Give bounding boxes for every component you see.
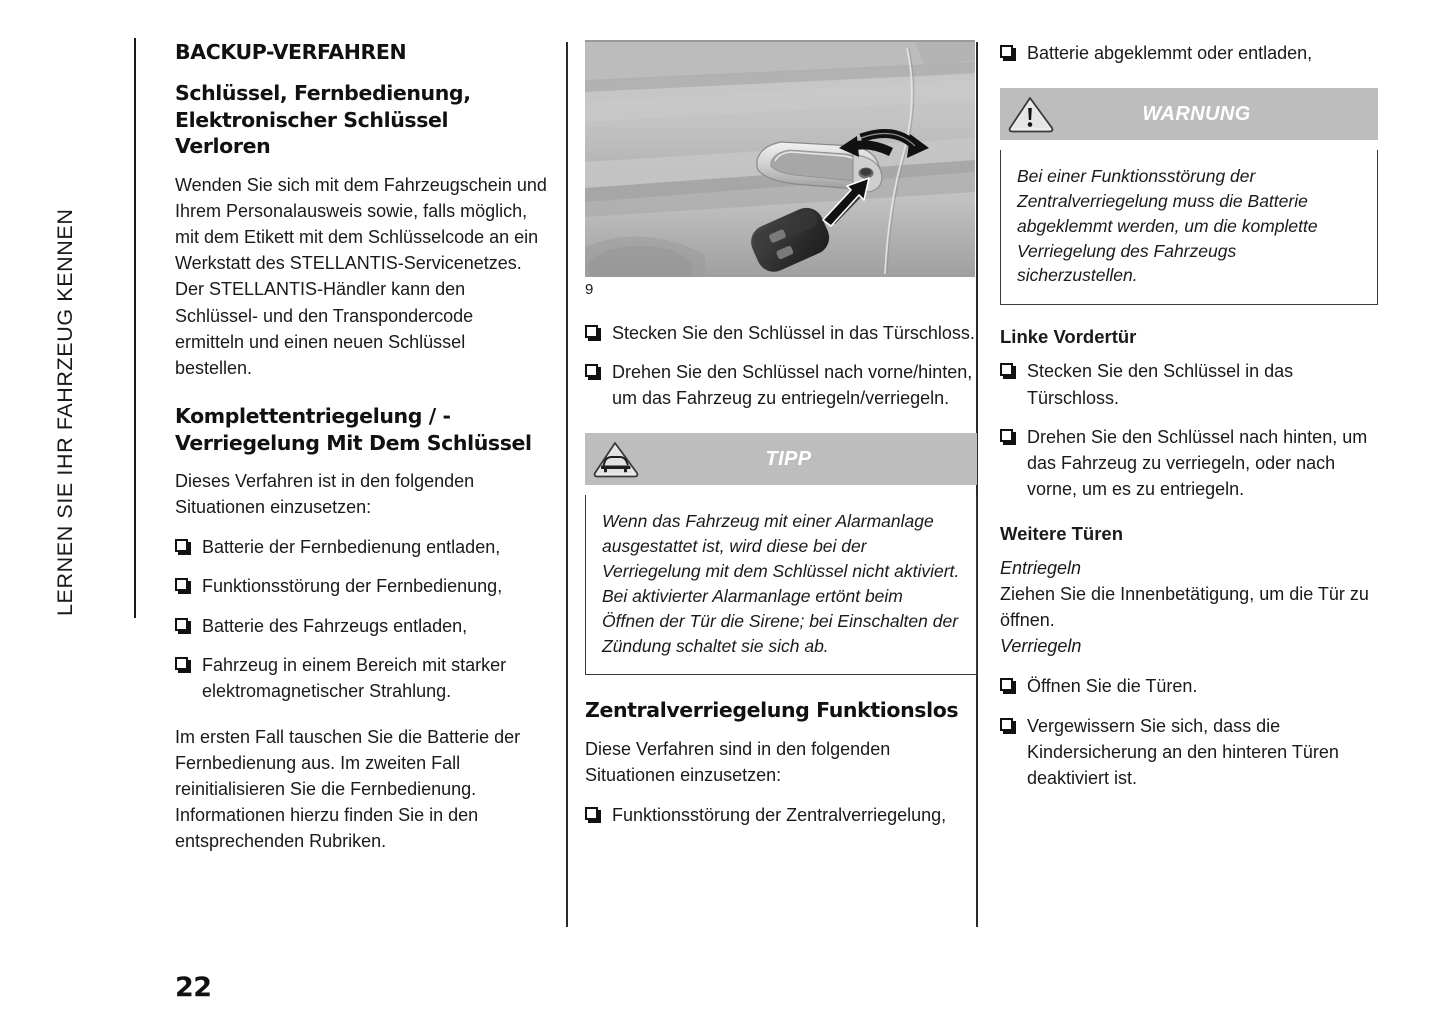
page-title: BACKUP-VERFAHREN (175, 40, 407, 64)
warning-callout (1000, 88, 1378, 305)
square-bullet-icon (175, 539, 188, 552)
list-item (585, 802, 977, 828)
car-in-triangle-icon (590, 437, 642, 481)
list-item (1000, 40, 1378, 66)
list-left-front-door-steps (1000, 358, 1378, 501)
paragraph-situations-intro: Dieses Verfahren ist in den folgenden Situationen einzusetzen: (175, 471, 475, 518)
heading-full-unlock: Komplettentriegelung / -Verriegelung Mit Dem Schlüssel (175, 403, 532, 455)
chapter-label: LERNEN SIE IHR FAHRZEUG KENNEN (53, 208, 77, 616)
column-divider-left (566, 42, 568, 927)
square-bullet-icon (1000, 45, 1013, 58)
list-situations (175, 534, 547, 703)
figure-key-in-door-lock (585, 40, 977, 298)
list-item-label: Stecken Sie den Schlüssel in das Türschloss. (612, 323, 975, 343)
list-key-steps (585, 320, 977, 411)
list-item (585, 320, 977, 346)
tip-line: Bei aktivierter Alarmanlage ertönt beim Öffnen der Tür die Sirene; bei Einschalten der Zündung schaltet sie sich ab. (602, 585, 959, 656)
tip-callout-body (585, 495, 977, 675)
list-item (1000, 673, 1378, 699)
list-item-label: Vergewissern Sie sich, dass die Kindersicherung an den hinteren Türen deaktiviert ist. (1027, 715, 1339, 788)
list-item-label: Batterie des Fahrzeugs entladen, (202, 615, 468, 636)
square-bullet-icon (585, 325, 598, 338)
list-item-label: Öffnen Sie die Türen. (1027, 676, 1198, 697)
list-item (1000, 358, 1378, 410)
warning-line: Bei einer Funktionsstörung der Zentralverriegelung muss die Batterie abgeklemmt werden, um die komplette Verriegelung des Fahrzeugs sicherzustellen. (1017, 166, 1318, 286)
square-bullet-icon (1000, 718, 1013, 731)
square-bullet-icon (1000, 363, 1013, 376)
square-bullet-icon (585, 364, 598, 377)
middle-column (585, 40, 977, 842)
list-lock-steps (1000, 673, 1378, 790)
left-column (175, 40, 547, 868)
list-item (175, 652, 547, 704)
list-item (175, 534, 547, 560)
tip-callout-header (585, 433, 977, 485)
warning-callout-body (1000, 150, 1378, 305)
label-unlock: Entriegeln (1000, 558, 1082, 579)
list-item-label: Stecken Sie den Schlüssel in das Türschloss. (1027, 361, 1294, 408)
heading-left-front-door: Linke Vordertür (1000, 326, 1137, 348)
chapter-side-tab (53, 38, 136, 618)
list-item-label: Drehen Sie den Schlüssel nach hinten, um das Fahrzeug zu verriegeln, oder nach vorne, um es zu entriegeln. (1027, 426, 1368, 499)
list-item (585, 359, 977, 411)
tip-line: Wenn das Fahrzeug mit einer Alarmanlage ausgestattet ist, wird diese bei der Verriegelung mit dem Schlüssel nicht aktiviert. (602, 511, 960, 581)
paragraph-first-case: Im ersten Fall tauschen Sie die Batterie der Fernbedienung aus. Im zweiten Fall reinitialisieren Sie die Fernbedienung. Informationen hierzu finden Sie in den entsprechenden Rubriken. (175, 726, 521, 852)
figure-number: 9 (585, 281, 594, 298)
figure-image (585, 40, 975, 277)
square-bullet-icon (1000, 429, 1013, 442)
heading-central-locking: Zentralverriegelung Funktionslos (585, 698, 959, 723)
tip-callout (585, 433, 977, 675)
paragraph-central-locking-intro: Diese Verfahren sind in den folgenden Situationen einzusetzen: (585, 738, 891, 786)
list-item-label: Batterie abgeklemmt oder entladen, (1027, 43, 1313, 63)
square-bullet-icon (175, 578, 188, 591)
right-column (1000, 40, 1378, 805)
list-item-label: Funktionsstörung der Zentralverriegelung, (612, 805, 947, 826)
tip-callout-title: TIPP (765, 447, 812, 470)
label-lock: Verriegeln (1000, 636, 1082, 657)
warning-callout-header (1000, 88, 1378, 140)
square-bullet-icon (1000, 678, 1013, 691)
heading-other-doors: Weitere Türen (1000, 522, 1124, 544)
list-central-locking-situations (585, 802, 977, 828)
paragraph-lost-key: Wenden Sie sich mit dem Fahrzeugschein und Ihrem Personalausweis sowie, falls möglich, mit dem Etikett mit dem Schlüsselcode an ein Werkstatt des STELLANTIS-Servicenetzes. Der STELLANTIS-Händler kann den Schlüssel- und den Transpondercode ermitteln und einen neuen Schlüssel bestellen. (175, 175, 547, 378)
list-item-label: Funktionsstörung der Fernbedienung, (202, 576, 503, 597)
square-bullet-icon (175, 618, 188, 631)
list-item-label: Fahrzeug in einem Bereich mit starker elektromagnetischer Strahlung. (202, 654, 507, 701)
warning-triangle-icon (1005, 92, 1057, 136)
heading-lost-key: Schlüssel, Fernbedienung, Elektronischer Schlüssel Verloren (175, 81, 471, 159)
warning-callout-title: WARNUNG (1142, 102, 1251, 125)
door-handle-illustration (585, 42, 975, 277)
list-item (1000, 713, 1378, 791)
list-item (1000, 424, 1378, 502)
list-item (175, 613, 547, 639)
page-number: 22 (175, 972, 212, 1003)
list-central-locking-situations-cont (1000, 40, 1378, 66)
paragraph-unlock: Ziehen Sie die Innenbetätigung, um die Tür zu öffnen. (1000, 584, 1369, 631)
list-item-label: Batterie der Fernbedienung entladen, (202, 537, 501, 558)
square-bullet-icon (175, 657, 188, 670)
list-item (175, 573, 547, 599)
list-item-label: Drehen Sie den Schlüssel nach vorne/hinten, um das Fahrzeug zu entriegeln/verriegeln. (612, 362, 973, 409)
square-bullet-icon (585, 807, 598, 820)
